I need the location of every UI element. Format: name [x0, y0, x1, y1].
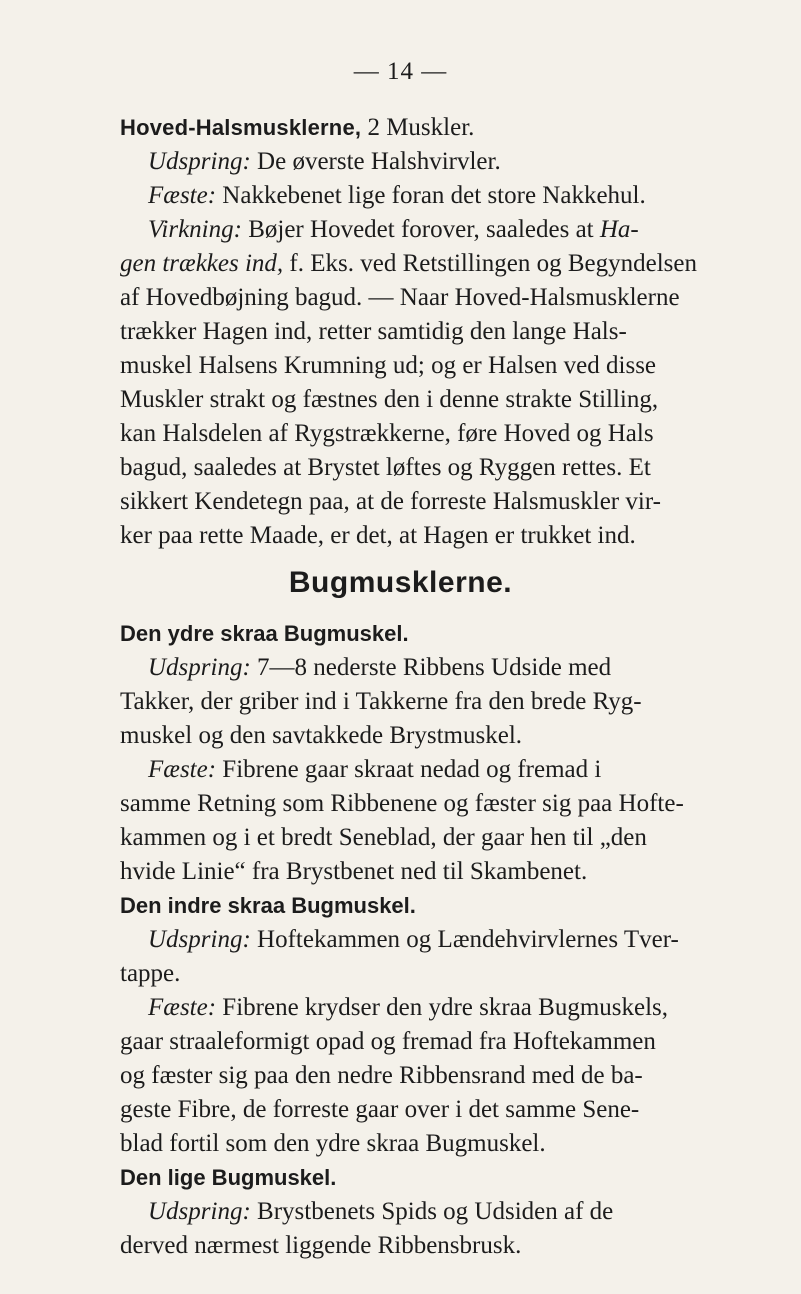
insertion-label: Fæste: — [148, 756, 217, 783]
insertion-line — [148, 754, 710, 786]
paragraph-line: muskel og den savtakkede Brystmuskel. — [120, 722, 523, 749]
origin-label: Udspring: — [148, 148, 251, 175]
page-number: — 14 — — [353, 58, 448, 85]
paragraph-line: trækker Hagen ind, retter samtidig den lange Hals- — [120, 318, 627, 345]
heading-indre-skraa: Den indre skraa Bugmuskel. — [120, 893, 416, 918]
line-text: f. Eks. ved Retstillingen og Begyndelsen — [283, 250, 698, 277]
heading-ydre-skraa: Den ydre skraa Bugmuskel. — [120, 621, 409, 646]
paragraph-line: ker paa rette Maade, er det, at Hagen er trukket ind. — [120, 522, 636, 549]
paragraph-line: geste Fibre, de forreste gaar over i det samme Sene- — [120, 1096, 640, 1123]
action-italic: Ha- — [599, 216, 639, 243]
origin-label: Udspring: — [148, 1198, 251, 1225]
heading-rest: 2 Muskler. — [361, 114, 475, 141]
insertion-text: Fibrene krydser den ydre skraa Bugmuskels, — [216, 994, 669, 1021]
italic-phrase: gen trækkes ind, — [120, 250, 284, 277]
paragraph-line: kan Halsdelen af Rygstrækkerne, føre Hoved og Hals — [120, 420, 654, 447]
insertion-line — [148, 180, 710, 212]
paragraph-line: derved nærmest liggende Ribbensbrusk. — [120, 1232, 522, 1259]
origin-label: Udspring: — [148, 654, 251, 681]
section-title: Bugmusklerne. — [288, 566, 513, 599]
origin-text: Hoftekammen og Lændehvirvlernes Tver- — [250, 926, 679, 953]
paragraph-line: tappe. — [120, 960, 181, 987]
heading-hoved-halsmusklerne — [120, 112, 682, 144]
paragraph-line: af Hovedbøjning bagud. — Naar Hoved-Halsmusklerne — [120, 284, 680, 311]
origin-text: 7—8 nederste Ribbens Udside med — [250, 654, 612, 681]
paragraph-line: gaar straaleformigt opad og fremad fra Hoftekammen — [120, 1028, 656, 1055]
origin-text: De øverste Halshvirvler. — [250, 148, 501, 175]
insertion-text: Fibrene gaar skraat nedad og fremad i — [216, 756, 602, 783]
insertion-label: Fæste: — [148, 182, 217, 209]
paragraph-line: blad fortil som den ydre skraa Bugmuskel. — [120, 1130, 546, 1157]
paragraph-line: bagud, saaledes at Brystet løftes og Ryggen rettes. Et — [120, 454, 651, 481]
origin-line — [148, 924, 710, 956]
paragraph-line: muskel Halsens Krumning ud; og er Halsen ved disse — [120, 352, 657, 379]
heading-lige-bugmuskel: Den lige Bugmuskel. — [120, 1165, 337, 1190]
insertion-text: Nakkebenet lige foran det store Nakkehul. — [216, 182, 646, 209]
insertion-line — [148, 992, 710, 1024]
paragraph-line: hvide Linie“ fra Brystbenet ned til Skambenet. — [120, 858, 588, 885]
heading-text: Hoved-Halsmusklerne, — [120, 115, 362, 140]
paragraph-line: kammen og i et bredt Seneblad, der gaar hen til „den — [120, 824, 647, 851]
origin-line — [148, 146, 710, 178]
paragraph-line: og fæster sig paa den nedre Ribbensrand med de ba- — [120, 1062, 643, 1089]
paragraph-line: samme Retning som Ribbenene og fæster sig paa Hofte- — [120, 790, 684, 817]
action-label: Virkning: — [148, 216, 242, 243]
paragraph-line: sikkert Kendetegn paa, at de forreste Halsmuskler vir- — [120, 488, 661, 515]
action-text: Bøjer Hovedet forover, saaledes at — [241, 216, 600, 243]
origin-label: Udspring: — [148, 926, 251, 953]
origin-line — [148, 652, 710, 684]
paragraph-line: Muskler strakt og fæstnes den i denne strakte Stilling, — [120, 386, 659, 413]
origin-text: Brystbenets Spids og Udsiden af de — [250, 1198, 614, 1225]
action-line — [148, 214, 710, 246]
origin-line — [148, 1196, 710, 1228]
insertion-label: Fæste: — [148, 994, 217, 1021]
paragraph-line: Takker, der griber ind i Takkerne fra den brede Ryg- — [120, 688, 642, 715]
paragraph-line — [120, 248, 698, 280]
